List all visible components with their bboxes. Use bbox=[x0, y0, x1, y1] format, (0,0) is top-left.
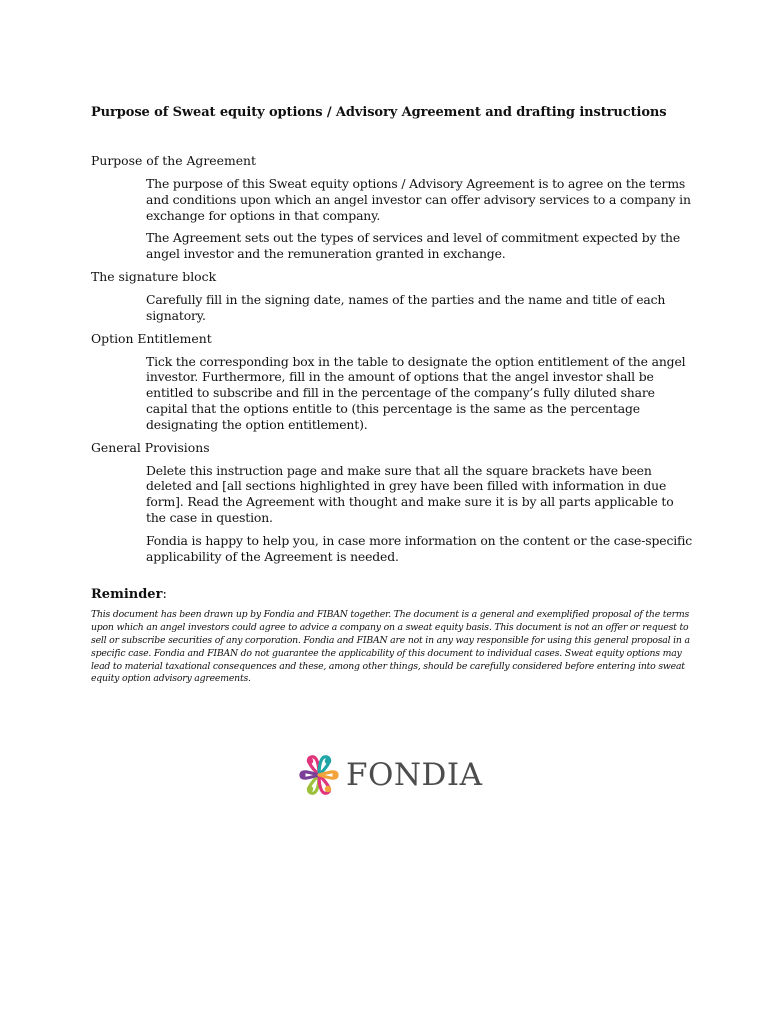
section-heading-option-entitlement: Option Entitlement bbox=[91, 330, 212, 346]
section-general-provisions bbox=[91, 440, 696, 565]
section-heading-purpose: Purpose of the Agreement bbox=[91, 153, 256, 168]
paragraph-general-provisions-1: Delete this instruction page and make sure that all the square brackets have been deleted and [all sections highlighted in grey have been filled with information in due form]. Read the Agreement with thought and make sure it is by all parts applicable to the case in question. bbox=[146, 462, 674, 525]
paragraph-purpose-1: The purpose of this Sweat equity options / Advisory Agreement is to agree on the terms and conditions upon which an angel investor can offer advisory services to a company in exchange for options in that company. bbox=[146, 176, 691, 223]
document-title: Purpose of Sweat equity options / Advisory Agreement and drafting instructions bbox=[91, 105, 667, 120]
fondia-logo bbox=[297, 752, 483, 798]
paragraph-purpose-2: The Agreement sets out the types of services and level of commitment expected by the angel investor and the remuneration granted in exchange. bbox=[146, 230, 681, 262]
section-option-entitlement bbox=[91, 331, 696, 433]
paragraph-general-provisions-2: Fondia is happy to help you, in case more information on the content or the case-specific applicability of the Agreement is needed. bbox=[146, 532, 693, 564]
fondia-logo-text: FONDIA bbox=[346, 757, 483, 793]
reminder-label: Reminder bbox=[91, 587, 163, 603]
paragraph-option-entitlement-1: Tick the corresponding box in the table to designate the option entitlement of the angel investor. Furthermore, fill in the amount of options that the angel investor shall be entitled to subscribe and fill in the percentage of the company’s fully diluted share capital that the options entitle to (this percentage is the same as the percentage designating the option entitlement). bbox=[146, 353, 686, 432]
paragraph-signature-block-1: Carefully fill in the signing date, names of the parties and the name and title of each signatory. bbox=[146, 291, 666, 323]
reminder-disclaimer: This document has been drawn up by Fondia and FIBAN together. The document is a general and exemplified proposal of the terms upon which an angel investors could agree to advice a company on a sweat equity basis. This document is not an offer or request to sell or subscribe securities of any corporation. Fondia and FIBAN are not in any way responsible for using this general proposal in a specific case. Fondia and FIBAN do not guarantee the applicability of this document to individual cases. Sweat equity options may lead to material taxational consequences and these, among other things, should be carefully considered before entering into sweat equity option advisory agreements. bbox=[91, 609, 690, 685]
reminder-colon: : bbox=[162, 587, 167, 603]
document-page bbox=[91, 104, 696, 686]
section-signature-block bbox=[91, 269, 696, 324]
section-purpose bbox=[91, 153, 696, 262]
section-heading-signature-block: The signature block bbox=[91, 268, 217, 284]
section-heading-general-provisions: General Provisions bbox=[91, 439, 210, 455]
reminder-heading bbox=[91, 587, 696, 603]
fondia-flower-logo-icon bbox=[297, 753, 341, 797]
